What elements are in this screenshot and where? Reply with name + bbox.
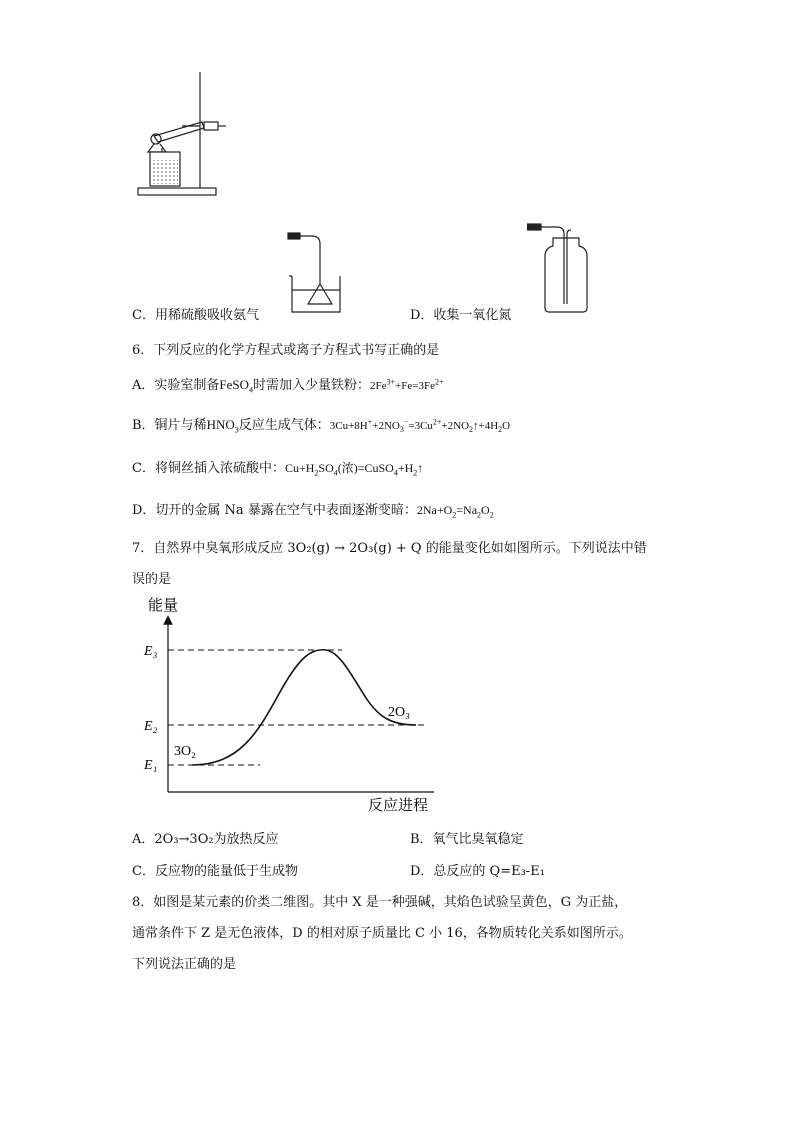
q7-option-a: A．2O₃→3O₂为放热反应 — [132, 832, 279, 847]
q5-option-c: C．用稀硫酸吸收氨气 — [132, 308, 259, 323]
q8-line1: 8．如图是某元素的价类二维图。其中 X 是一种强碱，其焰色试验呈黄色，G 为正盐， — [132, 895, 628, 910]
y-axis-label: 能量 — [148, 596, 179, 614]
x-axis-label: 反应进程 — [368, 796, 429, 814]
q7-option-d: D．总反应的 Q=E₃-E₁ — [410, 864, 545, 879]
gas-bottle-figure — [527, 220, 597, 315]
e1-label: E₁ — [144, 758, 158, 773]
q6-stem: 6．下列反应的化学方程式或离子方程式书写正确的是 — [132, 343, 440, 358]
fe-so4-formula: FeSO$_4$ — [219, 377, 254, 395]
q6-b-equation: $3Cu+8H^++2NO_3^-=3Cu^{2+}+2NO_2↑+4H_2O$ — [329, 417, 511, 435]
q8-line3: 下列说法正确的是 — [132, 957, 237, 972]
q6-a-mid: 时需加入少量铁粉： — [253, 378, 371, 393]
q5-option-d: D．收集一氧化氮 — [410, 308, 512, 323]
q6-b-mid: 反应生成气体： — [238, 418, 330, 433]
energy-diagram — [130, 592, 450, 818]
q8-line2: 通常条件下 Z 是无色液体，D 的相对原子质量比 C 小 16，各物质转化关系如图所示。 — [132, 926, 632, 941]
q6-d-equation: $2Na+O_2=Na_2O_2$ — [416, 503, 494, 520]
q6-option-c — [132, 457, 423, 477]
q6-option-b — [132, 414, 510, 435]
q6-option-a — [132, 374, 443, 395]
hno3-formula: $HNO_3$ — [206, 417, 239, 435]
q7-stem-line2: 误的是 — [132, 572, 172, 587]
e3-label: E₃ — [144, 644, 158, 659]
q7-stem-line1: 7．自然界中臭氧形成反应 3O₂(g) → 2O₃(g) + Q 的能量变化如如图所示。下列说法中错 — [132, 541, 647, 556]
q7-option-c: C．反应物的能量低于生成物 — [132, 864, 298, 879]
q6-c-text: C．将铜丝插入浓硫酸中： — [132, 461, 285, 476]
q6-c-equation: $Cu+H_2SO_4$(浓)$=CuSO_4+H_2↑$ — [284, 461, 424, 478]
product-label: 2O₃ — [388, 705, 410, 720]
q6-option-d — [132, 499, 494, 519]
q6-a-equation: $2Fe^{3+}+Fe=3Fe^{2+}$ — [370, 377, 444, 392]
q6-d-text: D．切开的金属 Na 暴露在空气中表面逐渐变暗： — [132, 503, 417, 518]
energy-curve — [192, 650, 416, 765]
q7-option-b: B．氧气比臭氧稳定 — [410, 832, 524, 847]
e2-label: E₂ — [144, 719, 158, 734]
beaker-funnel-figure — [286, 228, 346, 316]
q6-b-text: B．铜片与稀 — [132, 418, 207, 433]
reactant-label: 3O₂ — [174, 744, 196, 759]
q6-a-text: A．实验室制备 — [132, 378, 220, 393]
heating-apparatus-figure — [132, 70, 232, 200]
